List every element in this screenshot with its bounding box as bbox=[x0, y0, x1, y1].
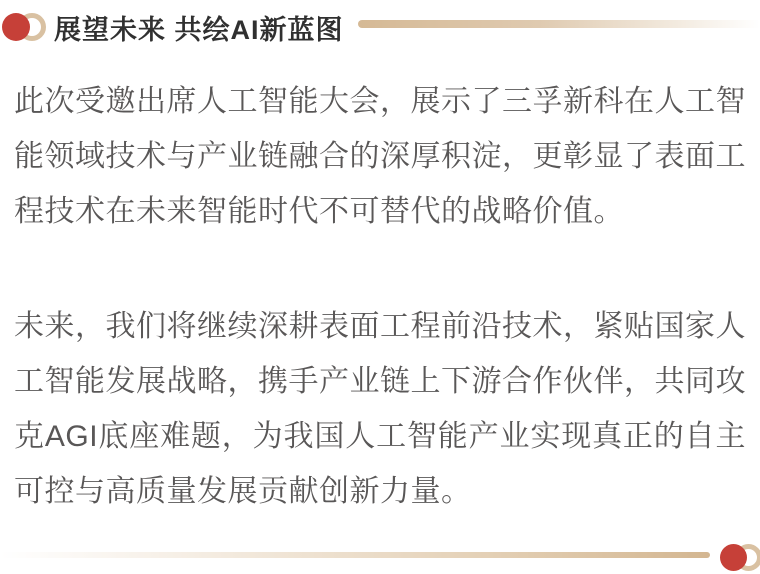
section-title: 展望未来 共绘AI新蓝图 bbox=[54, 14, 344, 45]
paragraph: 未来，我们将继续深耕表面工程前沿技术，紧贴国家人工智能发展战略，携手产业链上下游合作伙伴，共同攻克AGI底座难题，为我国人工智能产业实现真正的自主可控与高质量发展贡献创新力量。 bbox=[14, 310, 746, 508]
red-dot-icon bbox=[2, 13, 30, 41]
header-divider-line bbox=[358, 20, 760, 28]
article-body bbox=[0, 74, 760, 519]
double-dot-bullet-icon bbox=[2, 13, 46, 42]
section-header bbox=[0, 0, 760, 44]
section-footer bbox=[0, 544, 760, 572]
red-dot-icon bbox=[720, 544, 747, 571]
double-dot-bullet-icon bbox=[720, 544, 760, 572]
paragraph: 此次受邀出席人工智能大会，展示了三孚新科在人工智能领域技术与产业链融合的深厚积淀，更彰显了表面工程技术在未来智能时代不可替代的战略价值。 bbox=[14, 85, 746, 228]
footer-divider-line bbox=[0, 552, 710, 558]
